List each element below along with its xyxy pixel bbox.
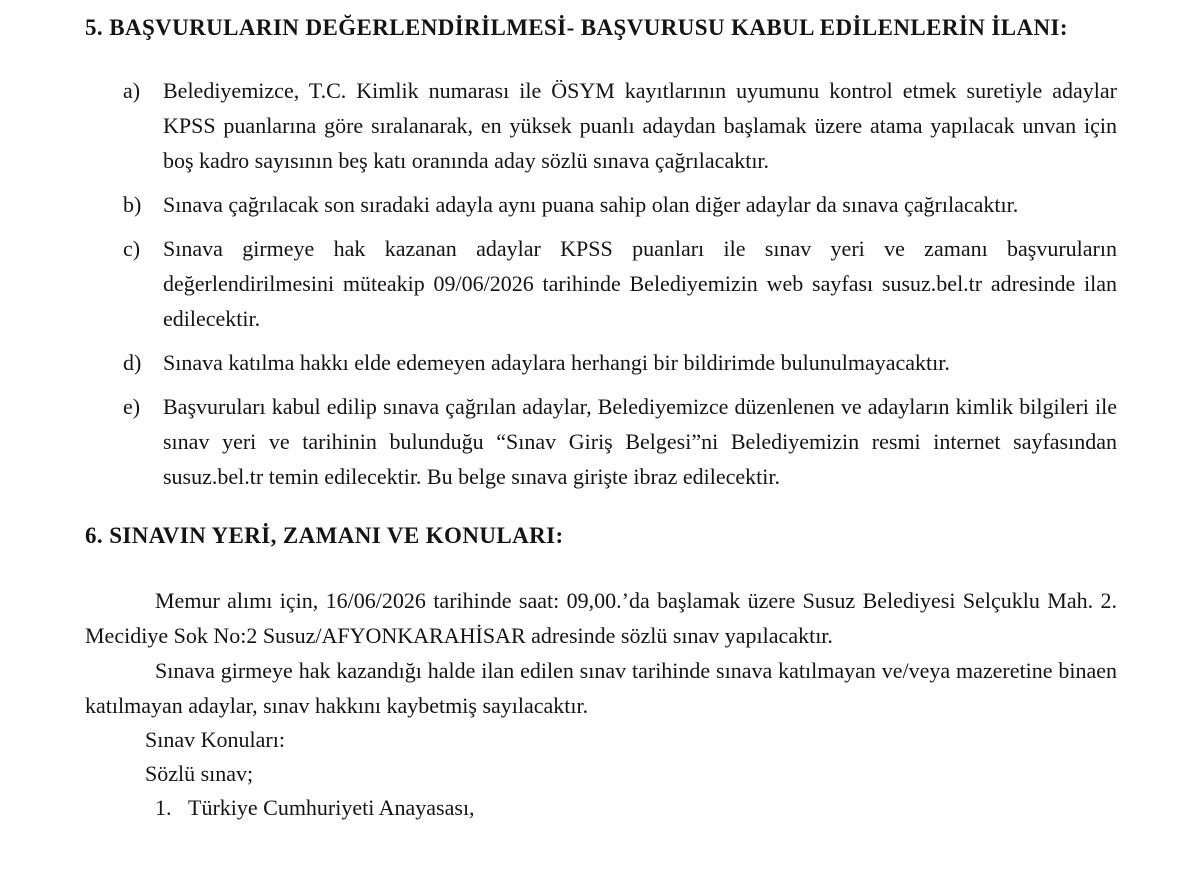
oral-exam-label: Sözlü sınav; (145, 761, 254, 786)
list-item-c (123, 231, 1117, 336)
section6-paragraph-exam-location: Memur alımı için, 16/06/2026 tarihinde saat: 09,00.’da başlamak üzere Susuz Belediyesi Selçuklu Mah. 2. Mecidiye Sok No:2 Susuz/AFYONKARAHİSAR adresinde sözlü sınav yapılacaktır. (85, 588, 1117, 648)
list-item-c-text: Sınava girmeye hak kazanan adaylar KPSS puanları ile sınav yeri ve zamanı başvuruların değerlendirilmesini müteakip 09/06/2026 tarihinde Belediyemizin web sayfası susuz.bel.tr adresinde ilan edilecektir. (163, 236, 1117, 331)
topic-item-1 (85, 791, 1117, 825)
list-item-d-text: Sınava katılma hakkı elde edemeyen adaylara herhangi bir bildirimde bulunulmayacaktır. (163, 350, 950, 375)
topic-item-1-text: Türkiye Cumhuriyeti Anayasası, (188, 795, 475, 820)
exam-topics-label: Sınav Konuları: (145, 727, 285, 752)
section6-heading: 6. SINAVIN YERİ, ZAMANI VE KONULARI: (85, 523, 564, 548)
section6-paragraph-no-show: Sınava girmeye hak kazandığı halde ilan edilen sınav tarihinde sınava katılmayan ve/veya mazeretine binaen katılmayan adaylar, sınav hakkını kaybetmiş sayılacaktır. (85, 658, 1117, 718)
list-item-e-label: e) (123, 394, 141, 419)
section5-heading: 5. BAŞVURULARIN DEĞERLENDİRİLMESİ- BAŞVURUSU KABUL EDİLENLERİN İLANI: (85, 15, 1068, 40)
list-item-a-text: Belediyemizce, T.C. Kimlik numarası ile ÖSYM kayıtlarının uyumunu kontrol etmek suretiyle adaylar KPSS puanlarına göre sıralanarak, en yüksek puanlı adaydan başlamak üzere atama yapılacak unvan için boş kadro sayısının beş katı oranında aday sözlü sınava çağrılacaktır. (163, 78, 1117, 173)
list-item-e-text: Başvuruları kabul edilip sınava çağrılan adaylar, Belediyemizce düzenlenen ve adayların kimlik bilgileri ile sınav yeri ve tarihinin bulunduğu “Sınav Giriş Belgesi”ni Belediyemizin resmi internet sayfasından susuz.bel.tr temin edilecektir. Bu belge sınava girişte ibraz edilecektir. (163, 394, 1117, 489)
list-item-b-text: Sınava çağrılacak son sıradaki adayla aynı puana sahip olan diğer adaylar da sınava çağrılacaktır. (163, 192, 1019, 217)
list-item-a-label: a) (123, 78, 141, 103)
list-item-b (123, 187, 1117, 222)
topic-item-1-number: 1. (155, 795, 172, 820)
list-item-d-label: d) (123, 350, 142, 375)
list-item-e (123, 389, 1117, 494)
list-item-b-label: b) (123, 192, 142, 217)
list-item-d (123, 345, 1117, 380)
list-item-c-label: c) (123, 236, 141, 261)
list-item-a (123, 73, 1117, 178)
section5-list (85, 73, 1117, 494)
